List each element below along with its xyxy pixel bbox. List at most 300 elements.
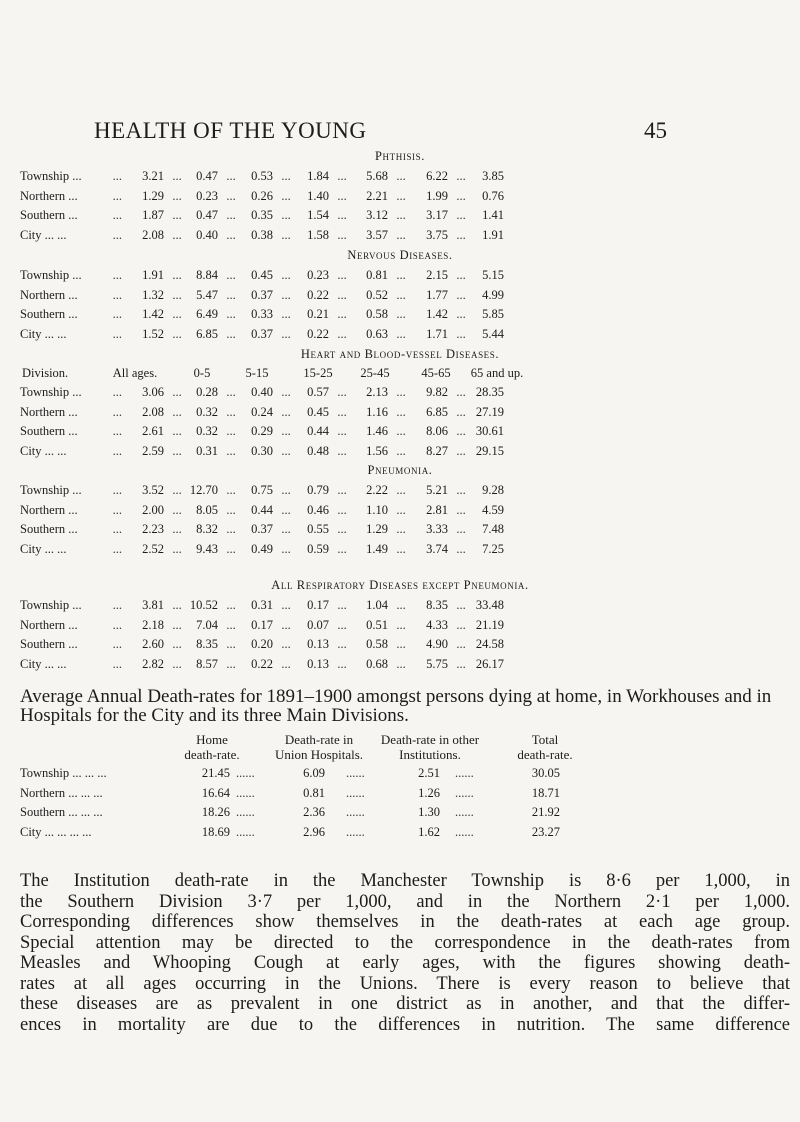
leader-dots: ...: [337, 443, 347, 458]
paragraph-line: Measles and Whooping Cough at early ages, with the figures showing death-: [20, 953, 790, 973]
section-title: Nervous Diseases.: [347, 248, 453, 262]
row-label: Southern ...: [20, 424, 78, 438]
leader-dots: ...: [337, 483, 347, 497]
cell-value: 9.82: [426, 385, 448, 399]
cell-value: 3.12: [366, 208, 388, 222]
leader-dots: ...: [226, 326, 236, 341]
row-label: Township ...: [20, 385, 82, 399]
leader-dots: ......: [346, 805, 365, 819]
leader-dots: ......: [346, 785, 365, 800]
leader-dots: ...: [456, 268, 466, 282]
leader-dots: ...: [112, 637, 122, 651]
row-label: Township ...: [20, 483, 82, 497]
cell-value: 0.48: [307, 443, 329, 458]
leader-dots: ...: [172, 617, 182, 632]
leader-dots: ......: [346, 766, 365, 780]
leader-dots: ...: [456, 404, 466, 419]
row-label: Northern ...: [20, 404, 78, 419]
leader-dots: ...: [112, 598, 122, 612]
cell-value: 0.32: [196, 424, 218, 438]
average-column-header-line: Institutions.: [399, 747, 461, 762]
leader-dots: ...: [172, 541, 182, 556]
cell-value: 30.61: [475, 424, 504, 438]
cell-value: 27.19: [475, 404, 504, 419]
leader-dots: ...: [337, 502, 347, 517]
leader-dots: ...: [226, 227, 236, 242]
leader-dots: ...: [172, 307, 182, 321]
cell-value: 0.51: [366, 617, 388, 632]
leader-dots: ......: [236, 805, 255, 819]
leader-dots: ...: [456, 208, 466, 222]
cell-value: 1.42: [142, 307, 164, 321]
cell-value: 5.85: [482, 307, 504, 321]
running-title: HEALTH OF THE YOUNG: [94, 118, 367, 143]
cell-value: 4.33: [426, 617, 448, 632]
row-label: Southern ...: [20, 208, 78, 222]
leader-dots: ...: [226, 522, 236, 536]
leader-dots: ...: [112, 483, 122, 497]
cell-value: 0.33: [251, 307, 273, 321]
leader-dots: ...: [172, 522, 182, 536]
leader-dots: ...: [112, 385, 122, 399]
cell-value: 2.18: [142, 617, 164, 632]
cell-value: 24.58: [475, 637, 504, 651]
leader-dots: ...: [112, 656, 122, 671]
cell-value: 2.82: [142, 656, 164, 671]
leader-dots: ...: [112, 522, 122, 536]
cell-value: 12.70: [189, 483, 218, 497]
average-cell-value: 18.26: [201, 805, 230, 819]
cell-value: 3.75: [426, 227, 448, 242]
leader-dots: ...: [456, 227, 466, 242]
cell-value: 29.15: [475, 443, 504, 458]
cell-value: 4.99: [482, 287, 504, 302]
leader-dots: ...: [396, 541, 406, 556]
cell-value: 8.57: [196, 656, 218, 671]
leader-dots: ...: [112, 541, 122, 556]
table-row: [0, 522, 800, 538]
leader-dots: ...: [172, 169, 182, 183]
cell-value: 0.22: [307, 287, 329, 302]
average-row: [0, 766, 800, 782]
leader-dots: ...: [396, 656, 406, 671]
leader-dots: ...: [337, 287, 347, 302]
cell-value: 5.75: [426, 656, 448, 671]
section-title: Heart and Blood-vessel Diseases.: [300, 347, 500, 361]
table-row: [0, 483, 800, 499]
cell-value: 1.77: [426, 287, 448, 302]
average-cell-value: 2.96: [303, 824, 325, 839]
leader-dots: ...: [281, 502, 291, 517]
leader-dots: ...: [281, 188, 291, 203]
row-label: Northern ...: [20, 287, 78, 302]
page-number: 45: [644, 118, 667, 143]
row-label: Township ...: [20, 598, 82, 612]
cell-value: 0.21: [307, 307, 329, 321]
leader-dots: ...: [172, 656, 182, 671]
row-label: City ... ...: [20, 541, 67, 556]
leader-dots: ...: [456, 424, 466, 438]
cell-value: 0.31: [251, 598, 273, 612]
cell-value: 1.84: [307, 169, 329, 183]
leader-dots: ...: [337, 307, 347, 321]
average-row-label: Township ... ... ...: [20, 766, 107, 780]
leader-dots: ...: [172, 227, 182, 242]
paragraph-line: the Southern Division 3·7 per 1,000, and in the Northern 2·1 per 1,000.: [20, 891, 790, 912]
average-column-header-line: Home: [196, 732, 228, 747]
leader-dots: ...: [226, 424, 236, 438]
table-row: [0, 189, 800, 205]
leader-dots: ...: [456, 598, 466, 612]
leader-dots: ...: [226, 208, 236, 222]
leader-dots: ...: [281, 169, 291, 183]
cell-value: 9.43: [196, 541, 218, 556]
cell-value: 1.91: [482, 227, 504, 242]
leader-dots: ...: [226, 268, 236, 282]
cell-value: 7.25: [482, 541, 504, 556]
leader-dots: ...: [112, 169, 122, 183]
row-label: Township ...: [20, 169, 82, 183]
leader-dots: ...: [396, 443, 406, 458]
cell-value: 2.15: [426, 268, 448, 282]
cell-value: 5.21: [426, 483, 448, 497]
paragraph-line: Corresponding differences show themselves in the death-rates at each age group.: [20, 912, 790, 932]
cell-value: 0.46: [307, 502, 329, 517]
leader-dots: ...: [396, 637, 406, 651]
leader-dots: ...: [112, 502, 122, 517]
average-column-header-line: Total: [531, 732, 559, 747]
leader-dots: ...: [281, 424, 291, 438]
cell-value: 8.35: [196, 637, 218, 651]
leader-dots: ...: [337, 637, 347, 651]
cell-value: 5.15: [482, 268, 504, 282]
column-header: 45-65: [421, 366, 451, 380]
leader-dots: ...: [396, 208, 406, 222]
leader-dots: ...: [337, 522, 347, 536]
average-column-header-line: death-rate.: [517, 747, 573, 762]
leader-dots: ......: [455, 824, 474, 839]
cell-value: 1.56: [366, 443, 388, 458]
leader-dots: ......: [455, 766, 474, 780]
average-cell-value: 18.69: [201, 824, 230, 839]
average-row: [0, 805, 800, 821]
average-cell-value: 1.30: [418, 805, 440, 819]
leader-dots: ...: [112, 443, 122, 458]
cell-value: 1.99: [426, 188, 448, 203]
leader-dots: ...: [396, 502, 406, 517]
section-title: Pneumonia.: [367, 463, 433, 477]
leader-dots: ...: [396, 404, 406, 419]
cell-value: 3.57: [366, 227, 388, 242]
row-label: Southern ...: [20, 307, 78, 321]
cell-value: 0.40: [251, 385, 273, 399]
cell-value: 1.42: [426, 307, 448, 321]
cell-value: 3.81: [142, 598, 164, 612]
row-label: City ... ...: [20, 227, 67, 242]
cell-value: 0.23: [196, 188, 218, 203]
cell-value: 3.06: [142, 385, 164, 399]
cell-value: 1.58: [307, 227, 329, 242]
leader-dots: ...: [396, 169, 406, 183]
cell-value: 1.87: [142, 208, 164, 222]
leader-dots: ......: [455, 785, 474, 800]
cell-value: 0.45: [251, 268, 273, 282]
average-row: [0, 786, 800, 802]
average-cell-value: 6.09: [303, 766, 325, 780]
paragraph-line: The Institution death-rate in the Manchester Township is 8·6 per 1,000, in: [20, 871, 790, 891]
leader-dots: ...: [396, 617, 406, 632]
leader-dots: ...: [456, 502, 466, 517]
cell-value: 1.49: [366, 541, 388, 556]
leader-dots: ......: [236, 824, 255, 839]
leader-dots: ......: [455, 805, 474, 819]
cell-value: 8.84: [196, 268, 218, 282]
leader-dots: ...: [337, 169, 347, 183]
cell-value: 0.26: [251, 188, 273, 203]
leader-dots: ...: [396, 598, 406, 612]
average-cell-value: 2.51: [418, 766, 440, 780]
column-header: Division.: [22, 366, 69, 380]
cell-value: 0.59: [307, 541, 329, 556]
average-cell-value: 0.81: [303, 785, 325, 800]
cell-value: 2.13: [366, 385, 388, 399]
leader-dots: ...: [281, 287, 291, 302]
average-cell-value: 1.62: [418, 824, 440, 839]
row-label: Northern ...: [20, 188, 78, 203]
cell-value: 2.08: [142, 227, 164, 242]
leader-dots: ...: [226, 385, 236, 399]
leader-dots: ......: [346, 824, 365, 839]
cell-value: 21.19: [475, 617, 504, 632]
leader-dots: ...: [172, 326, 182, 341]
cell-value: 0.81: [366, 268, 388, 282]
cell-value: 1.32: [142, 287, 164, 302]
leader-dots: ...: [337, 656, 347, 671]
cell-value: 8.32: [196, 522, 218, 536]
cell-value: 2.81: [426, 502, 448, 517]
cell-value: 0.24: [251, 404, 273, 419]
leader-dots: ...: [281, 227, 291, 242]
cell-value: 0.76: [482, 188, 504, 203]
leader-dots: ...: [112, 268, 122, 282]
table-row: [0, 307, 800, 323]
leader-dots: ...: [456, 617, 466, 632]
cell-value: 8.35: [426, 598, 448, 612]
cell-value: 3.17: [426, 208, 448, 222]
leader-dots: ...: [172, 404, 182, 419]
cell-value: 6.85: [426, 404, 448, 419]
row-label: Northern ...: [20, 502, 78, 517]
cell-value: 8.06: [426, 424, 448, 438]
leader-dots: ...: [281, 307, 291, 321]
average-cell-value: 1.26: [418, 785, 440, 800]
cell-value: 3.85: [482, 169, 504, 183]
cell-value: 2.21: [366, 188, 388, 203]
leader-dots: ...: [337, 617, 347, 632]
leader-dots: ...: [337, 326, 347, 341]
leader-dots: ...: [396, 326, 406, 341]
body-paragraph: [20, 871, 790, 1035]
cell-value: 0.49: [251, 541, 273, 556]
average-column-header-line: Death-rate in: [284, 732, 354, 747]
cell-value: 0.44: [251, 502, 273, 517]
average-column-header-line: Union Hospitals.: [274, 747, 364, 762]
cell-value: 6.49: [196, 307, 218, 321]
leader-dots: ...: [281, 404, 291, 419]
leader-dots: ...: [337, 404, 347, 419]
leader-dots: ...: [456, 169, 466, 183]
cell-value: 2.00: [142, 502, 164, 517]
row-label: City ... ...: [20, 443, 67, 458]
cell-value: 5.68: [366, 169, 388, 183]
average-cell-value: 2.36: [303, 805, 325, 819]
leader-dots: ...: [172, 268, 182, 282]
leader-dots: ...: [112, 307, 122, 321]
paragraph-line: ences in mortality are due to the differences in nutrition. The same difference: [20, 1014, 790, 1035]
leader-dots: ...: [337, 188, 347, 203]
average-cell-value: 23.27: [531, 824, 560, 839]
column-header-row: [0, 366, 800, 382]
leader-dots: ...: [396, 268, 406, 282]
table-row: [0, 503, 800, 519]
table-row: [0, 327, 800, 343]
page-header: [0, 118, 800, 148]
table-row: [0, 444, 800, 460]
average-column-header-line: death-rate.: [184, 747, 240, 762]
cell-value: 8.05: [196, 502, 218, 517]
leader-dots: ...: [226, 188, 236, 203]
leader-dots: ...: [172, 598, 182, 612]
leader-dots: ...: [112, 617, 122, 632]
leader-dots: ...: [456, 541, 466, 556]
average-cell-value: 21.45: [201, 766, 230, 780]
leader-dots: ...: [337, 541, 347, 556]
leader-dots: ...: [337, 385, 347, 399]
table-row: [0, 637, 800, 653]
cell-value: 6.22: [426, 169, 448, 183]
leader-dots: ...: [281, 268, 291, 282]
leader-dots: ...: [281, 617, 291, 632]
leader-dots: ...: [172, 424, 182, 438]
leader-dots: ...: [172, 483, 182, 497]
leader-dots: ...: [112, 404, 122, 419]
cell-value: 1.71: [426, 326, 448, 341]
average-cell-value: 18.71: [531, 785, 560, 800]
table-row: [0, 385, 800, 401]
average-row: [0, 825, 800, 841]
cell-value: 1.04: [366, 598, 388, 612]
table-row: [0, 169, 800, 185]
cell-value: 0.58: [366, 637, 388, 651]
cell-value: 0.29: [251, 424, 273, 438]
leader-dots: ...: [226, 443, 236, 458]
leader-dots: ...: [456, 385, 466, 399]
leader-dots: ......: [236, 785, 255, 800]
row-label: City ... ...: [20, 326, 67, 341]
cell-value: 1.46: [366, 424, 388, 438]
cell-value: 9.28: [482, 483, 504, 497]
leader-dots: ...: [456, 188, 466, 203]
leader-dots: ...: [281, 208, 291, 222]
cell-value: 0.20: [251, 637, 273, 651]
row-label: City ... ...: [20, 656, 67, 671]
paragraph-line: rates at all ages occurring in the Unions. There is every reason to believe that: [20, 973, 790, 994]
cell-value: 0.47: [196, 208, 218, 222]
cell-value: 3.33: [426, 522, 448, 536]
table-row: [0, 268, 800, 284]
cell-value: 7.04: [196, 617, 218, 632]
leader-dots: ...: [226, 502, 236, 517]
leader-dots: ......: [236, 766, 255, 780]
cell-value: 1.91: [142, 268, 164, 282]
cell-value: 2.52: [142, 541, 164, 556]
row-label: Township ...: [20, 268, 82, 282]
leader-dots: ...: [281, 598, 291, 612]
leader-dots: ...: [456, 656, 466, 671]
cell-value: 0.22: [251, 656, 273, 671]
leader-dots: ...: [281, 522, 291, 536]
table-row: [0, 424, 800, 440]
cell-value: 7.48: [482, 522, 504, 536]
cell-value: 0.28: [196, 385, 218, 399]
leader-dots: ...: [226, 287, 236, 302]
leader-dots: ...: [337, 424, 347, 438]
cell-value: 0.53: [251, 169, 273, 183]
leader-dots: ...: [172, 637, 182, 651]
leader-dots: ...: [112, 326, 122, 341]
average-rates-heading: Average Annual Death-rates for 1891–1900 amongst persons dying at home, in Workhouses and in Hospitals for the City and its three Main Divisions.: [20, 686, 772, 726]
leader-dots: ...: [396, 287, 406, 302]
cell-value: 0.32: [196, 404, 218, 419]
leader-dots: ...: [456, 483, 466, 497]
table-row: [0, 208, 800, 224]
leader-dots: ...: [337, 227, 347, 242]
cell-value: 1.52: [142, 326, 164, 341]
cell-value: 0.55: [307, 522, 329, 536]
leader-dots: ...: [456, 326, 466, 341]
cell-value: 1.16: [366, 404, 388, 419]
cell-value: 0.31: [196, 443, 218, 458]
leader-dots: ...: [281, 326, 291, 341]
leader-dots: ...: [281, 637, 291, 651]
cell-value: 2.59: [142, 443, 164, 458]
cell-value: 0.68: [366, 656, 388, 671]
leader-dots: ...: [172, 443, 182, 458]
leader-dots: ...: [396, 385, 406, 399]
cell-value: 0.58: [366, 307, 388, 321]
cell-value: 2.60: [142, 637, 164, 651]
leader-dots: ...: [281, 483, 291, 497]
row-label: Southern ...: [20, 522, 78, 536]
cell-value: 0.22: [307, 326, 329, 341]
paragraph-line: Special attention may be directed to the correspondence in the death-rates from: [20, 932, 790, 953]
cell-value: 0.17: [307, 598, 329, 612]
cell-value: 1.40: [307, 188, 329, 203]
leader-dots: ...: [172, 502, 182, 517]
cell-value: 1.29: [142, 188, 164, 203]
leader-dots: ...: [226, 656, 236, 671]
cell-value: 0.35: [251, 208, 273, 222]
leader-dots: ...: [281, 541, 291, 556]
cell-value: 0.57: [307, 385, 329, 399]
leader-dots: ...: [396, 483, 406, 497]
cell-value: 33.48: [475, 598, 504, 612]
leader-dots: ...: [396, 227, 406, 242]
cell-value: 0.37: [251, 522, 273, 536]
cell-value: 0.38: [251, 227, 273, 242]
leader-dots: ...: [172, 385, 182, 399]
leader-dots: ...: [337, 598, 347, 612]
